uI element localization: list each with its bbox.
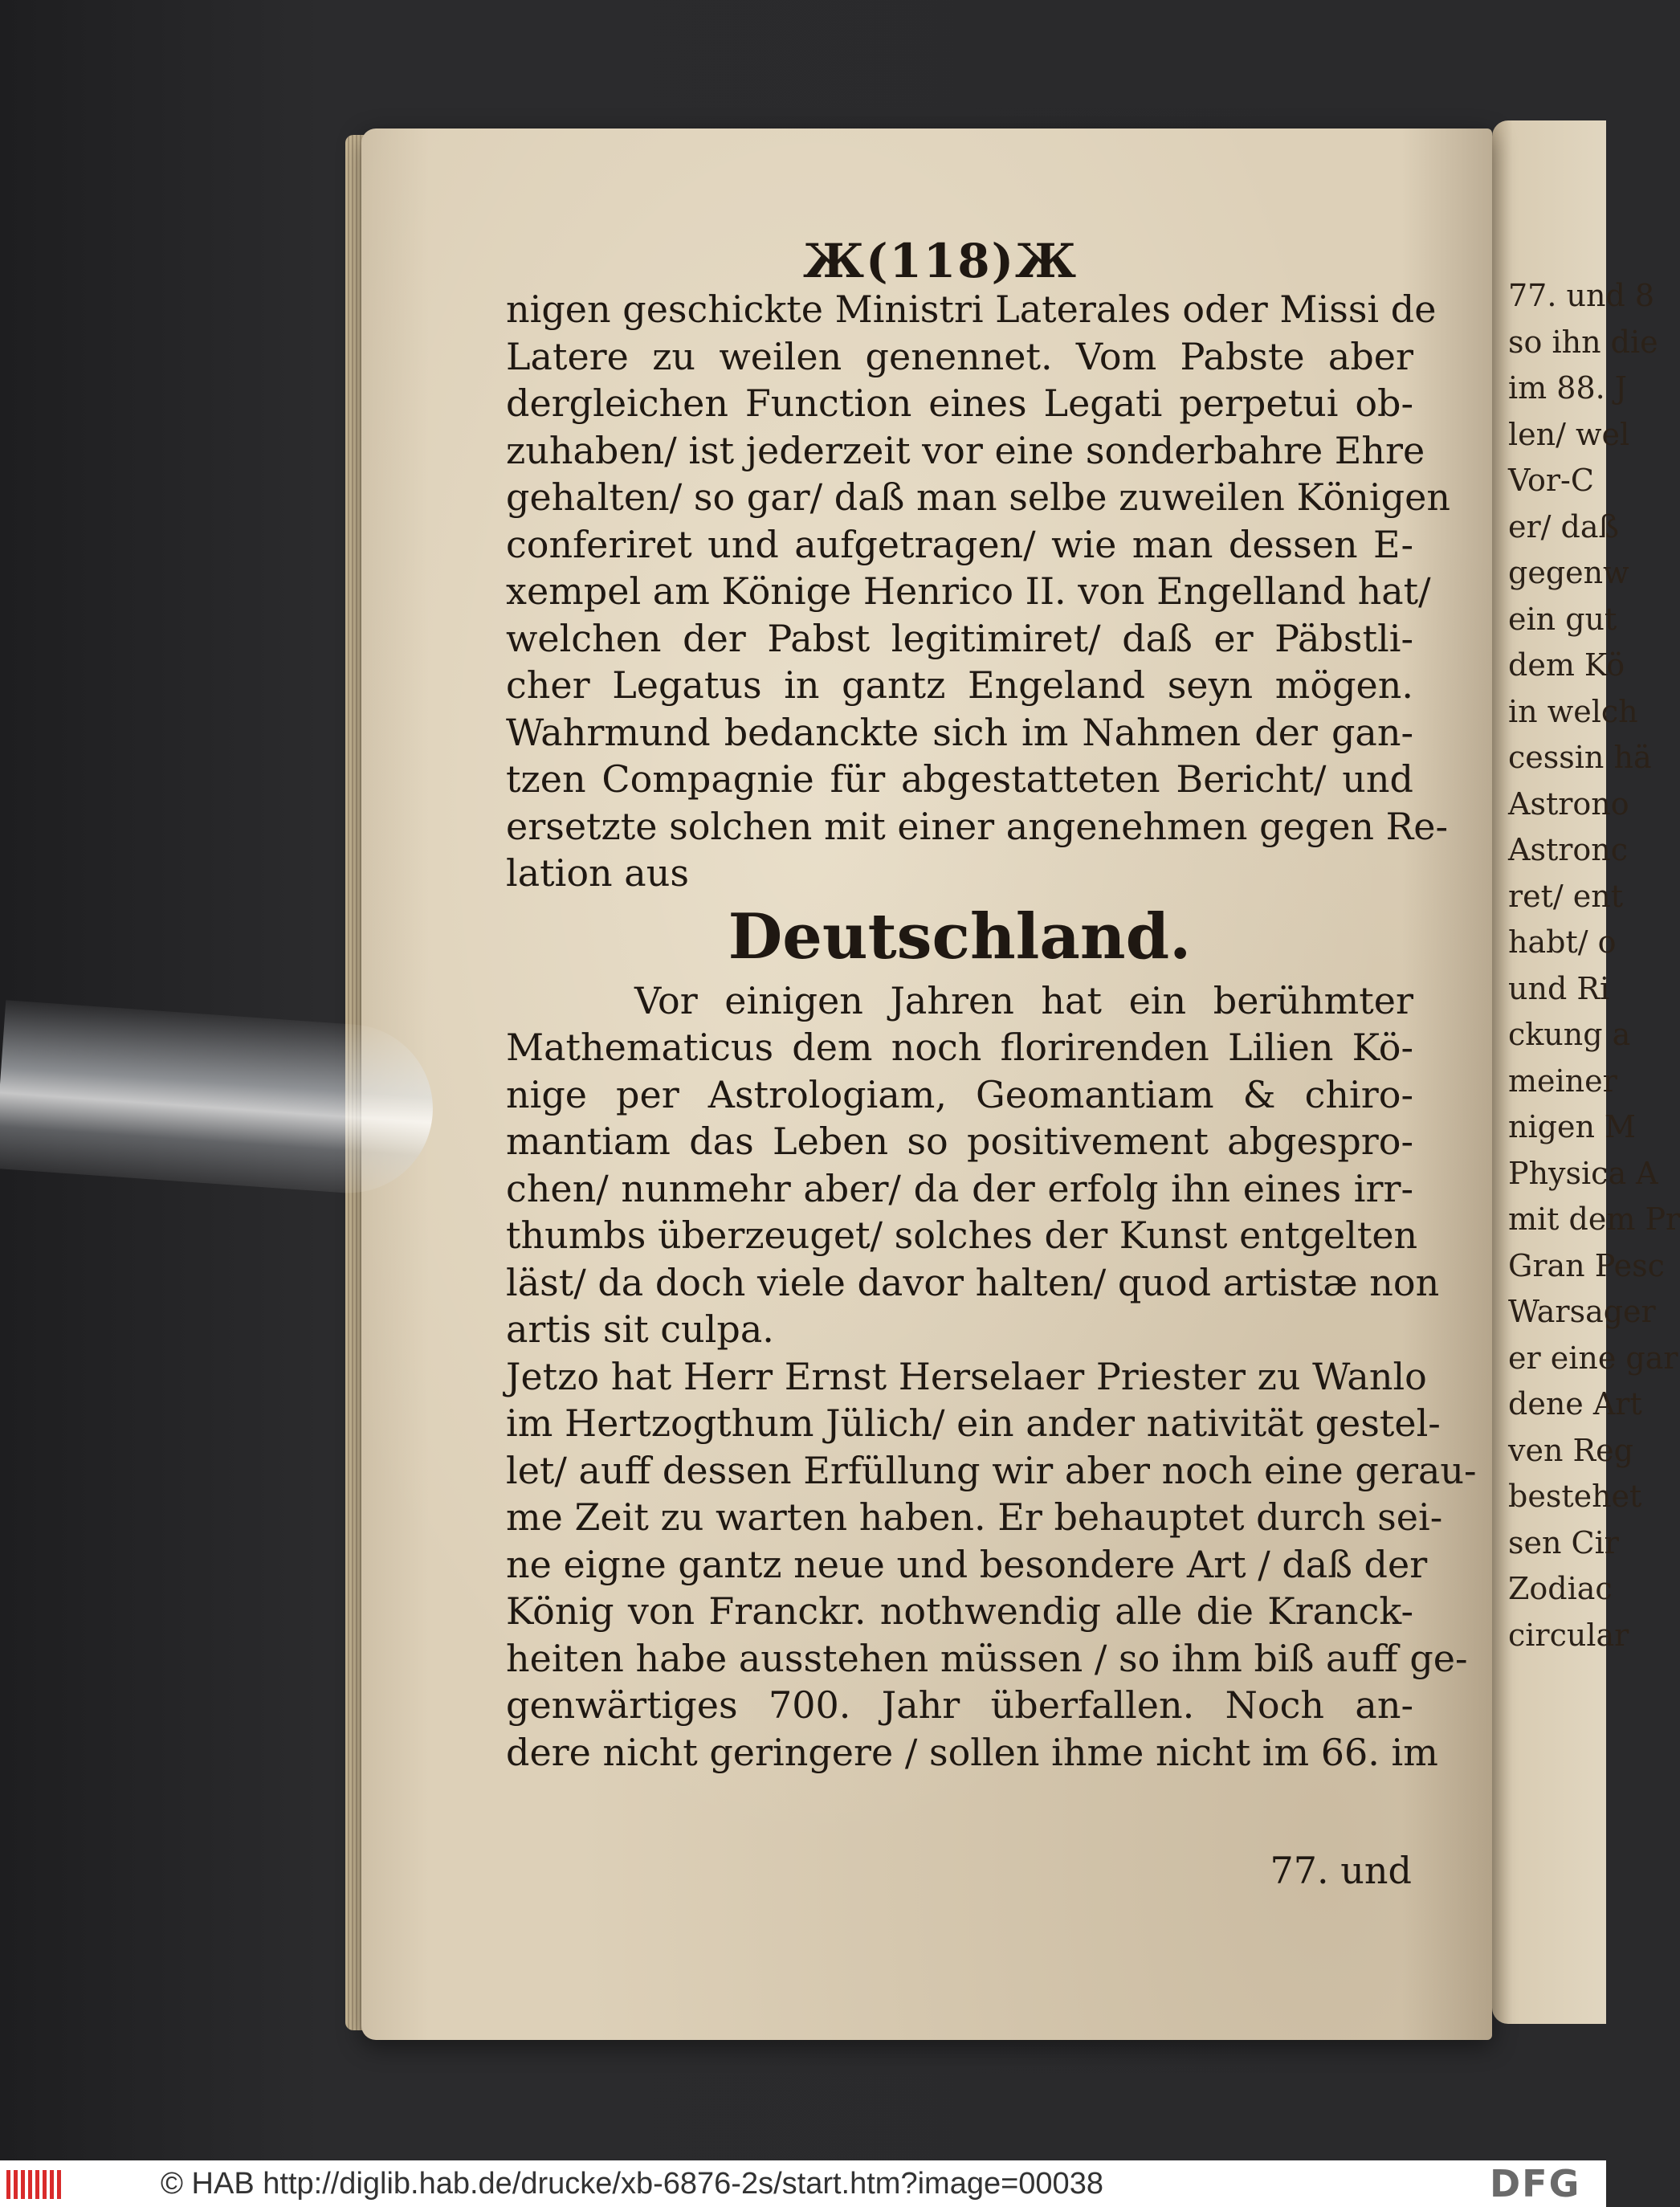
footer-citation-link[interactable]: © HAB http://diglib.hab.de/drucke/xb-6876-2s/start.htm?image=00038: [161, 2167, 1103, 2201]
facing-page-line: so ihn die: [1508, 324, 1658, 360]
facing-page-line: und Ri: [1508, 970, 1610, 1006]
facing-page-line: dem Kö: [1508, 647, 1625, 683]
facing-page-text: [1508, 273, 1680, 1658]
text-line: me Zeit zu warten haben. Er behauptet durch sei-: [506, 1495, 1443, 1539]
text-line: tzen Compagnie für abgestatteten Bericht/ und: [506, 757, 1413, 801]
text-line: König von Franckr. nothwendig alle die Kranck-: [506, 1589, 1413, 1633]
facing-page-line: ckung a: [1508, 1017, 1631, 1052]
page-text-block: [506, 286, 1477, 1776]
text-line: dergleichen Function eines Legati perpetui ob-: [506, 381, 1413, 425]
facing-page-line: Astrono: [1508, 785, 1629, 822]
text-line: zuhaben/ ist jederzeit vor eine sonderbahre Ehre: [506, 428, 1425, 472]
text-line: genwärtiges 700. Jahr überfallen. Noch an-: [506, 1683, 1413, 1727]
text-line: läst/ da doch viele davor halten/ quod artistæ non: [506, 1260, 1440, 1304]
facing-page-line: er/ daß: [1508, 508, 1619, 545]
facing-page-line: dene Art: [1508, 1386, 1642, 1422]
facing-page-line: meiner: [1508, 1063, 1617, 1099]
section-heading: Deutschland.: [728, 900, 1192, 973]
facing-page-line: len/ wel: [1508, 416, 1630, 452]
facing-page-line: ven Reg: [1508, 1432, 1633, 1468]
facing-page-line: mit dem Pr: [1508, 1201, 1680, 1237]
facing-page-line: Gran Pesc: [1508, 1247, 1665, 1283]
facing-page-line: gegenw: [1508, 555, 1629, 590]
text-line: Wahrmund bedanckte sich im Nahmen der gan-: [506, 710, 1413, 754]
text-line: nige per Astrologiam, Geomantiam & chiro-: [506, 1072, 1413, 1116]
facing-page-line: cessin hä: [1508, 740, 1652, 775]
text-line: lation aus: [506, 851, 689, 895]
text-line: nigen geschickte Ministri Laterales oder Missi de: [506, 288, 1437, 331]
facing-page: [1492, 120, 1680, 2024]
text-line: Latere zu weilen genennet. Vom Pabste aber: [506, 334, 1413, 378]
facing-page-line: Astronc: [1508, 832, 1629, 867]
catchword: 77. und: [1270, 1849, 1412, 1892]
text-line: cher Legatus in gantz Engeland seyn mögen.: [506, 663, 1413, 707]
text-line: ne eigne gantz neue und besondere Art / daß der: [506, 1542, 1428, 1586]
facing-page-line: bestehet: [1508, 1479, 1642, 1514]
facing-page-line: habt/ o: [1508, 924, 1617, 960]
dfg-logo: DFG: [1490, 2162, 1581, 2205]
text-line: Jetzo hat Herr Ernst Herselaer Priester zu Wanlo: [506, 1354, 1427, 1398]
text-line: thumbs überzeuget/ solches der Kunst entgelten: [506, 1214, 1418, 1257]
facing-page-line: ret/ ent: [1508, 878, 1624, 914]
text-line: ersetzte solchen mit einer angenehmen gegen Re-: [506, 804, 1449, 848]
facing-page-line: circular: [1508, 1617, 1629, 1653]
hab-logo-icon: [6, 2170, 63, 2199]
facing-page-line: Zodiac: [1508, 1571, 1613, 1606]
text-line: Vor einigen Jahren hat ein berühmter: [634, 978, 1413, 1022]
facing-page-line: sen Cir: [1508, 1524, 1619, 1560]
text-line: welchen der Pabst legitimiret/ daß er Päbstli-: [506, 616, 1413, 660]
facing-page-line: ein gut: [1508, 601, 1617, 637]
text-line: heiten habe ausstehen müssen / so ihm biß auff ge-: [506, 1636, 1468, 1680]
glass-pointer: [0, 1000, 438, 1198]
page-header: Ж(118)Ж: [803, 234, 1079, 288]
text-line: im Hertzogthum Jülich/ ein ander nativität gestel-: [506, 1401, 1441, 1445]
facing-page-line: im 88. J: [1508, 370, 1628, 406]
facing-page-line: in welch: [1508, 693, 1638, 729]
text-line: conferiret und aufgetragen/ wie man dessen E-: [506, 522, 1413, 566]
facing-page-line: 77. und 8: [1508, 278, 1655, 313]
text-line: gehalten/ so gar/ daß man selbe zuweilen Königen: [506, 475, 1450, 519]
text-line: Mathematicus dem noch florirenden Lilien Kö-: [506, 1026, 1413, 1069]
facing-page-line: Warsager: [1508, 1294, 1656, 1329]
footer-bar: [0, 2160, 1606, 2207]
text-line: artis sit culpa.: [506, 1307, 774, 1351]
facing-page-line: nigen M: [1508, 1109, 1636, 1144]
facing-page-line: Vor-C: [1508, 463, 1594, 498]
text-line: chen/ nunmehr aber/ da der erfolg ihn eines irr-: [506, 1166, 1413, 1210]
text-line: dere nicht geringere / sollen ihme nicht im 66. im: [506, 1730, 1438, 1774]
facing-page-line: Physica A: [1508, 1155, 1658, 1191]
facing-page-line: er eine gar: [1508, 1340, 1678, 1376]
text-line: mantiam das Leben so positivement abgespro-: [506, 1120, 1413, 1163]
text-line: let/ auff dessen Erfüllung wir aber noch eine gerau-: [506, 1448, 1477, 1492]
text-line: xempel am Könige Henrico II. von Engelland hat/: [506, 569, 1431, 613]
